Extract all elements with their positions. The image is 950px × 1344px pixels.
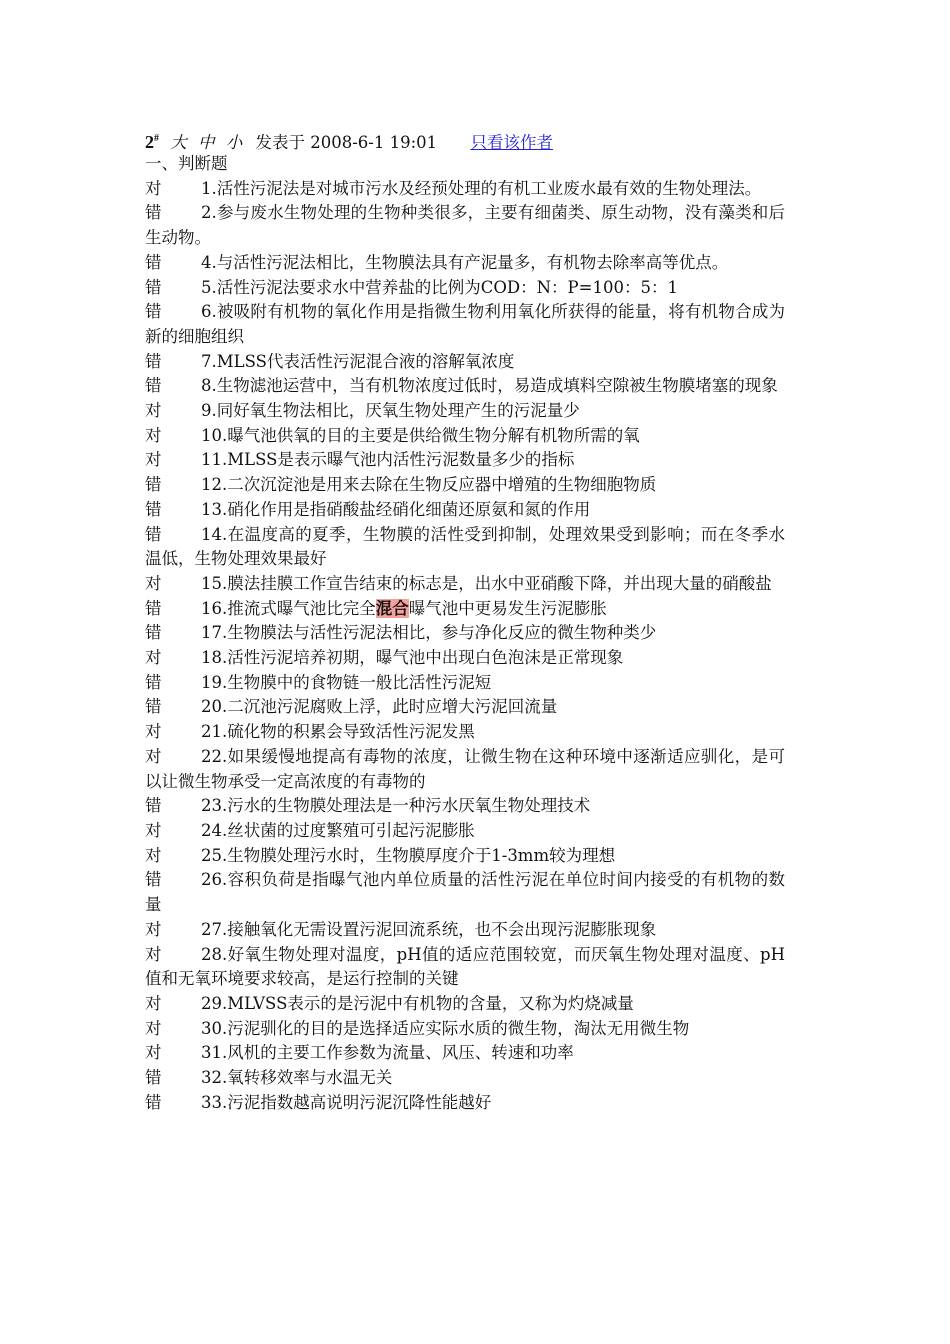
answer-verdict: 对 — [145, 573, 162, 593]
question-text: 22.如果缓慢地提高有毒物的浓度，让微生物在这种环境中逐渐适应驯化，是可以让微生物承受一定高浓度的有毒物的 — [145, 746, 785, 791]
answer-verdict: 错 — [145, 870, 162, 890]
question-text: 32.氧转移效率与水温无关 — [201, 1068, 393, 1088]
question-item — [145, 523, 785, 572]
answer-verdict: 对 — [145, 1043, 162, 1063]
question-text: 4.与活性污泥法相比，生物膜法具有产泥量多，有机物去除率高等优点。 — [201, 252, 729, 272]
font-size-large-link[interactable]: 大 — [170, 133, 187, 152]
answer-verdict: 对 — [145, 919, 162, 939]
question-item — [145, 177, 785, 202]
question-item — [145, 300, 785, 349]
question-item — [145, 868, 785, 917]
question-text: 18.活性污泥培养初期，曝气池中出现白色泡沫是正常现象 — [201, 648, 624, 668]
answer-verdict: 对 — [145, 648, 162, 668]
question-item — [145, 794, 785, 819]
question-text: 24.丝状菌的过度繁殖可引起污泥膨胀 — [201, 820, 475, 840]
question-item — [145, 350, 785, 375]
question-text: 13.硝化作用是指硝酸盐经硝化细菌还原氨和氮的作用 — [201, 499, 591, 519]
question-text: 25.生物膜处理污水时，生物膜厚度介于1-3mm较为理想 — [201, 845, 616, 865]
answer-verdict: 对 — [145, 178, 162, 198]
search-highlight: 混合 — [375, 598, 409, 618]
font-size-small-link[interactable]: 小 — [225, 133, 243, 152]
question-item — [145, 424, 785, 449]
question-item — [145, 448, 785, 473]
question-item — [145, 918, 785, 943]
answer-verdict: 错 — [145, 524, 162, 544]
question-list — [145, 177, 785, 1116]
answer-verdict: 错 — [145, 376, 162, 396]
answer-verdict: 对 — [145, 944, 162, 964]
question-item — [145, 498, 785, 523]
question-item — [145, 671, 785, 696]
question-text: 17.生物膜法与活性污泥法相比，参与净化反应的微生物种类少 — [201, 623, 657, 643]
question-text: 28.好氧生物处理对温度，pH值的适应范围较宽，而厌氧生物处理对温度、pH值和无氧环境要求较高，是运行控制的关键 — [145, 944, 785, 989]
answer-verdict: 错 — [145, 252, 162, 272]
answer-verdict: 对 — [145, 1018, 162, 1038]
post-timestamp: 发表于 2008-6-1 19:01 — [255, 133, 438, 152]
answer-verdict: 错 — [145, 1068, 162, 1088]
question-item — [145, 276, 785, 301]
question-item — [145, 1041, 785, 1066]
question-text: 15.膜法挂膜工作宣告结束的标志是，出水中亚硝酸下降，并出现大量的硝酸盐 — [201, 573, 772, 593]
question-text: 19.生物膜中的食物链一般比活性污泥短 — [201, 672, 492, 692]
answer-verdict: 错 — [145, 203, 162, 223]
question-item — [145, 572, 785, 597]
answer-verdict: 对 — [145, 425, 162, 445]
font-size-medium-link[interactable]: 中 — [198, 133, 215, 152]
question-text: 14.在温度高的夏季，生物膜的活性受到抑制，处理效果受到影响；而在冬季水温低，生物处理效果最好 — [145, 524, 785, 569]
question-item — [145, 695, 785, 720]
question-item — [145, 251, 785, 276]
question-text: 27.接触氧化无需设置污泥回流系统，也不会出现污泥膨胀现象 — [201, 919, 657, 939]
question-text: 23.污水的生物膜处理法是一种污水厌氧生物处理技术 — [201, 796, 591, 816]
question-item — [145, 943, 785, 992]
answer-verdict: 对 — [145, 746, 162, 766]
question-text: 8.生物滤池运营中，当有机物浓度过低时，易造成填料空隙被生物膜堵塞的现象 — [201, 376, 778, 396]
question-text: 20.二沉池污泥腐败上浮，此时应增大污泥回流量 — [201, 697, 558, 717]
question-text: 5.活性污泥法要求水中营养盐的比例为COD：N：P=100：5：1 — [201, 277, 678, 297]
question-item — [145, 1091, 785, 1116]
question-item — [145, 201, 785, 250]
answer-verdict: 错 — [145, 277, 162, 297]
question-item — [145, 745, 785, 794]
question-item — [145, 473, 785, 498]
answer-verdict: 错 — [145, 598, 162, 618]
question-text: 30.污泥驯化的目的是选择适应实际水质的微生物，淘汰无用微生物 — [201, 1018, 690, 1038]
question-text: 曝气池中更易发生污泥膨胀 — [408, 598, 607, 618]
question-text: 29.MLVSS表示的是污泥中有机物的含量，又称为灼烧减量 — [201, 993, 634, 1013]
answer-verdict: 对 — [145, 993, 162, 1013]
answer-verdict: 错 — [145, 351, 162, 371]
question-item — [145, 597, 785, 622]
answer-verdict: 错 — [145, 499, 162, 519]
question-item — [145, 1017, 785, 1042]
question-text: 33.污泥指数越高说明污泥沉降性能越好 — [201, 1092, 492, 1112]
answer-verdict: 错 — [145, 796, 162, 816]
question-item — [145, 374, 785, 399]
question-text: 9.同好氧生物法相比，厌氧生物处理产生的污泥量少 — [201, 401, 580, 421]
question-text: 7.MLSS代表活性污泥混合液的溶解氧浓度 — [201, 351, 515, 371]
answer-verdict: 错 — [145, 302, 162, 322]
answer-verdict: 对 — [145, 401, 162, 421]
post-header — [145, 126, 785, 152]
answer-verdict: 错 — [145, 1092, 162, 1112]
post-body — [145, 126, 785, 1115]
floor-number: 2# — [145, 132, 159, 152]
answer-verdict: 对 — [145, 820, 162, 840]
answer-verdict: 错 — [145, 623, 162, 643]
question-text: 6.被吸附有机物的氧化作用是指微生物利用氧化所获得的能量，将有机物合成为新的细胞组织 — [145, 302, 785, 346]
question-text: 10.曝气池供氧的目的主要是供给微生物分解有机物所需的氧 — [201, 425, 640, 445]
question-text: 21.硫化物的积累会导致活性污泥发黑 — [201, 722, 475, 742]
question-text: 16.推流式曝气池比完全 — [201, 598, 376, 618]
question-text: 12.二次沉淀池是用来去除在生物反应器中增殖的生物细胞物质 — [201, 475, 657, 495]
question-text: 1.活性污泥法是对城市污水及经预处理的有机工业废水最有效的生物处理法。 — [201, 178, 762, 198]
section-title: 一、判断题 — [145, 154, 228, 173]
question-text: 11.MLSS是表示曝气池内活性污泥数量多少的指标 — [201, 450, 575, 470]
answer-verdict: 对 — [145, 450, 162, 470]
question-item — [145, 1066, 785, 1091]
question-text: 31.风机的主要工作参数为流量、风压、转速和功率 — [201, 1043, 574, 1063]
answer-verdict: 错 — [145, 672, 162, 692]
question-item — [145, 720, 785, 745]
question-item — [145, 992, 785, 1017]
question-item — [145, 819, 785, 844]
answer-verdict: 错 — [145, 697, 162, 717]
answer-verdict: 错 — [145, 475, 162, 495]
answer-verdict: 对 — [145, 722, 162, 742]
author-only-link[interactable]: 只看该作者 — [470, 133, 553, 152]
question-item — [145, 646, 785, 671]
question-item — [145, 399, 785, 424]
question-item — [145, 621, 785, 646]
question-text: 26.容积负荷是指曝气池内单位质量的活性污泥在单位时间内接受的有机物的数量 — [145, 870, 785, 915]
answer-verdict: 对 — [145, 845, 162, 865]
question-item — [145, 844, 785, 869]
question-text: 2.参与废水生物处理的生物种类很多，主要有细菌类、原生动物，没有藻类和后生动物。 — [145, 203, 785, 248]
